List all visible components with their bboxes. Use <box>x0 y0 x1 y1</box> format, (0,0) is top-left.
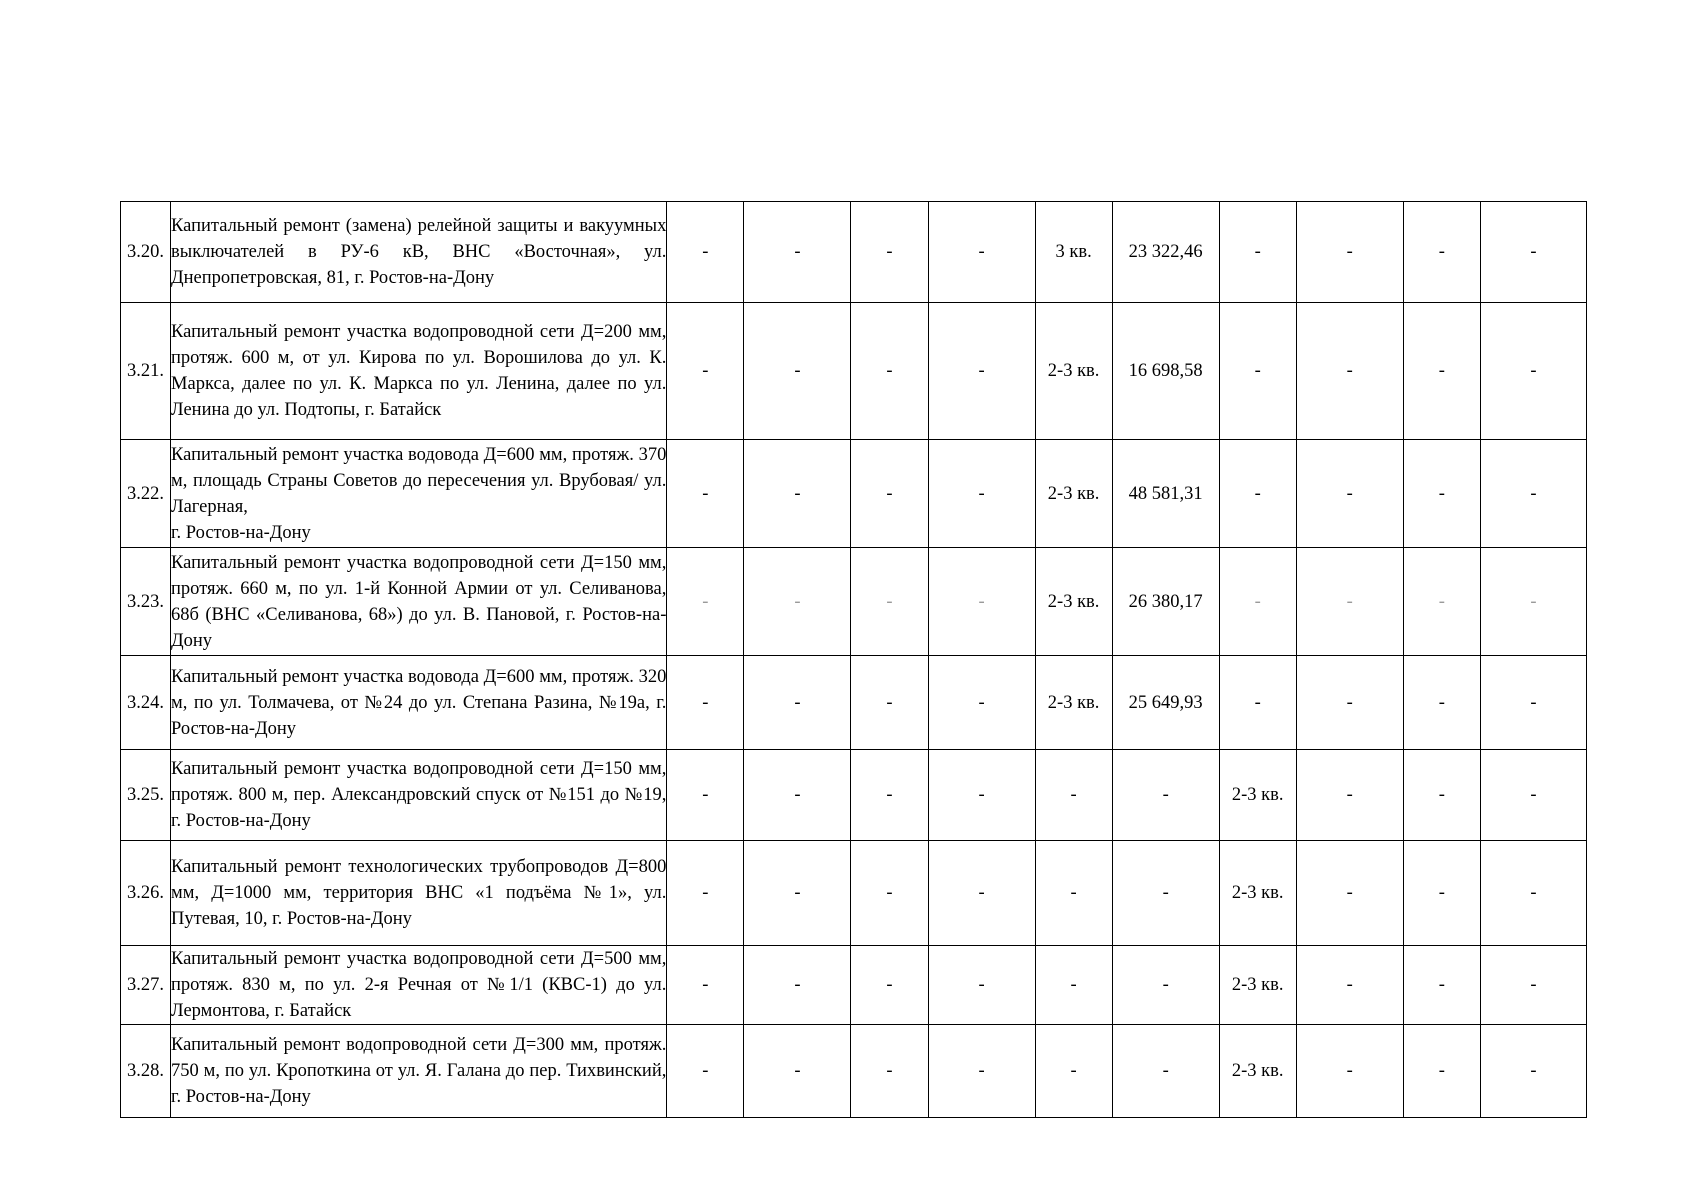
value-cell: - <box>851 202 928 303</box>
description-line: г. Ростов-на-Дону <box>171 522 311 543</box>
value-cell: - <box>1219 303 1296 440</box>
work-description: Капитальный ремонт участка водопроводной сети Д=150 мм, протяж. 800 м, пер. Александровский спуск от №151 до №19, г. Ростов-на-Дону <box>171 750 667 841</box>
value-cell: 16 698,58 <box>1112 303 1219 440</box>
value-cell: - <box>928 303 1035 440</box>
value-cell: - <box>1296 750 1403 841</box>
value-cell: - <box>928 202 1035 303</box>
value-cell: - <box>1403 1025 1480 1118</box>
value-cell: 2-3 кв. <box>1219 841 1296 946</box>
value-cell: 25 649,93 <box>1112 656 1219 750</box>
value-cell: - <box>1480 946 1586 1025</box>
value-cell: - <box>928 841 1035 946</box>
value-cell: - <box>928 440 1035 548</box>
value-cell: - <box>1480 841 1586 946</box>
value-cell: - <box>744 656 851 750</box>
value-cell: - <box>928 946 1035 1025</box>
value-cell: - <box>744 440 851 548</box>
value-cell: - <box>1403 440 1480 548</box>
value-cell: - <box>851 946 928 1025</box>
value-cell: 2-3 кв. <box>1219 946 1296 1025</box>
row-number: 3.24. <box>121 656 171 750</box>
value-cell: - <box>1112 946 1219 1025</box>
table-row <box>121 548 1587 656</box>
value-cell: - <box>667 946 744 1025</box>
value-cell: 2-3 кв. <box>1035 303 1112 440</box>
table-row <box>121 202 1587 303</box>
value-cell: - <box>1296 656 1403 750</box>
value-cell: - <box>1296 548 1403 656</box>
value-cell: - <box>1296 946 1403 1025</box>
description-line: Капитальный ремонт участка водовода Д=600 мм, протяж. 370 м, площадь Страны Советов до пересечения ул. Врубовая/ ул. Лагерная, <box>171 444 667 517</box>
value-cell: - <box>1296 303 1403 440</box>
value-cell: - <box>1219 202 1296 303</box>
value-cell: - <box>928 656 1035 750</box>
value-cell: - <box>1480 548 1586 656</box>
row-number: 3.22. <box>121 440 171 548</box>
value-cell: - <box>928 750 1035 841</box>
value-cell: - <box>1480 440 1586 548</box>
value-cell: - <box>851 303 928 440</box>
value-cell: 3 кв. <box>1035 202 1112 303</box>
value-cell: - <box>744 750 851 841</box>
value-cell: - <box>851 841 928 946</box>
value-cell: - <box>1403 656 1480 750</box>
work-description: Капитальный ремонт участка водовода Д=600 мм, протяж. 320 м, по ул. Толмачева, от №24 до ул. Степана Разина, №19а, г. Ростов-на-Дону <box>171 656 667 750</box>
value-cell: 2-3 кв. <box>1035 548 1112 656</box>
value-cell: - <box>744 202 851 303</box>
value-cell: - <box>1035 946 1112 1025</box>
table-row <box>121 841 1587 946</box>
value-cell: - <box>667 303 744 440</box>
table-row <box>121 1025 1587 1118</box>
value-cell: - <box>1035 750 1112 841</box>
work-description: Капитальный ремонт участка водопроводной сети Д=150 мм, протяж. 660 м, по ул. 1-й Конной Армии от ул. Селиванова, 68б (ВНС «Селиванова, 68») до ул. В. Пановой, г. Ростов-на-Дону <box>171 548 667 656</box>
value-cell: - <box>667 750 744 841</box>
row-number: 3.25. <box>121 750 171 841</box>
value-cell: 48 581,31 <box>1112 440 1219 548</box>
value-cell: - <box>1296 841 1403 946</box>
value-cell: - <box>1112 1025 1219 1118</box>
row-number: 3.20. <box>121 202 171 303</box>
capital-repair-plan-table <box>120 201 1587 1118</box>
value-cell: - <box>667 656 744 750</box>
value-cell: - <box>851 1025 928 1118</box>
value-cell: - <box>744 841 851 946</box>
row-number: 3.26. <box>121 841 171 946</box>
value-cell: - <box>744 303 851 440</box>
value-cell: - <box>1296 202 1403 303</box>
value-cell: - <box>851 440 928 548</box>
value-cell: 2-3 кв. <box>1219 1025 1296 1118</box>
value-cell: - <box>1035 841 1112 946</box>
table-row <box>121 656 1587 750</box>
value-cell: - <box>928 1025 1035 1118</box>
value-cell: - <box>1480 303 1586 440</box>
value-cell: - <box>851 656 928 750</box>
value-cell: - <box>1403 202 1480 303</box>
value-cell: - <box>1480 202 1586 303</box>
value-cell: - <box>667 841 744 946</box>
value-cell: - <box>667 202 744 303</box>
value-cell: 2-3 кв. <box>1035 440 1112 548</box>
value-cell: - <box>1035 1025 1112 1118</box>
value-cell: - <box>744 548 851 656</box>
row-number: 3.28. <box>121 1025 171 1118</box>
value-cell: - <box>1480 656 1586 750</box>
table-row <box>121 946 1587 1025</box>
value-cell: - <box>928 548 1035 656</box>
value-cell: - <box>1403 946 1480 1025</box>
value-cell: - <box>1403 750 1480 841</box>
row-number: 3.21. <box>121 303 171 440</box>
row-number: 3.27. <box>121 946 171 1025</box>
value-cell: - <box>1112 841 1219 946</box>
value-cell: - <box>851 548 928 656</box>
value-cell: - <box>1403 841 1480 946</box>
work-description: Капитальный ремонт участка водопроводной сети Д=500 мм, протяж. 830 м, по ул. 2-я Речная от №1/1 (КВС-1) до ул. Лермонтова, г. Батайск <box>171 946 667 1025</box>
value-cell: - <box>1480 1025 1586 1118</box>
value-cell: 2-3 кв. <box>1035 656 1112 750</box>
value-cell: - <box>1403 548 1480 656</box>
value-cell: - <box>744 946 851 1025</box>
row-number: 3.23. <box>121 548 171 656</box>
value-cell: - <box>667 548 744 656</box>
work-description: Капитальный ремонт (замена) релейной защиты и вакуумных выключателей в РУ-6 кВ, ВНС «Восточная», ул. Днепропетровская, 81, г. Ростов-на-Дону <box>171 202 667 303</box>
table-row <box>121 750 1587 841</box>
table-row <box>121 440 1587 548</box>
value-cell: - <box>1219 548 1296 656</box>
value-cell: - <box>1480 750 1586 841</box>
value-cell: - <box>1296 440 1403 548</box>
table-row <box>121 303 1587 440</box>
work-description: Капитальный ремонт участка водопроводной сети Д=200 мм, протяж. 600 м, от ул. Кирова по ул. Ворошилова до ул. К. Маркса, далее по ул. К. Маркса по ул. Ленина, далее по ул. Ленина до ул. Подтопы, г. Батайск <box>171 303 667 440</box>
work-description: Капитальный ремонт технологических трубопроводов Д=800 мм, Д=1000 мм, территория ВНС «1 подъёма №1», ул. Путевая, 10, г. Ростов-на-Дону <box>171 841 667 946</box>
value-cell: - <box>667 1025 744 1118</box>
value-cell: - <box>667 440 744 548</box>
value-cell: - <box>1112 750 1219 841</box>
value-cell: - <box>851 750 928 841</box>
value-cell: 26 380,17 <box>1112 548 1219 656</box>
work-description <box>171 440 667 548</box>
value-cell: 23 322,46 <box>1112 202 1219 303</box>
value-cell: - <box>1219 656 1296 750</box>
value-cell: - <box>1296 1025 1403 1118</box>
work-description: Капитальный ремонт водопроводной сети Д=300 мм, протяж. 750 м, по ул. Кропоткина от ул. Я. Галана до пер. Тихвинский, г. Ростов-на-Дону <box>171 1025 667 1118</box>
value-cell: - <box>1403 303 1480 440</box>
value-cell: - <box>1219 440 1296 548</box>
value-cell: 2-3 кв. <box>1219 750 1296 841</box>
value-cell: - <box>744 1025 851 1118</box>
